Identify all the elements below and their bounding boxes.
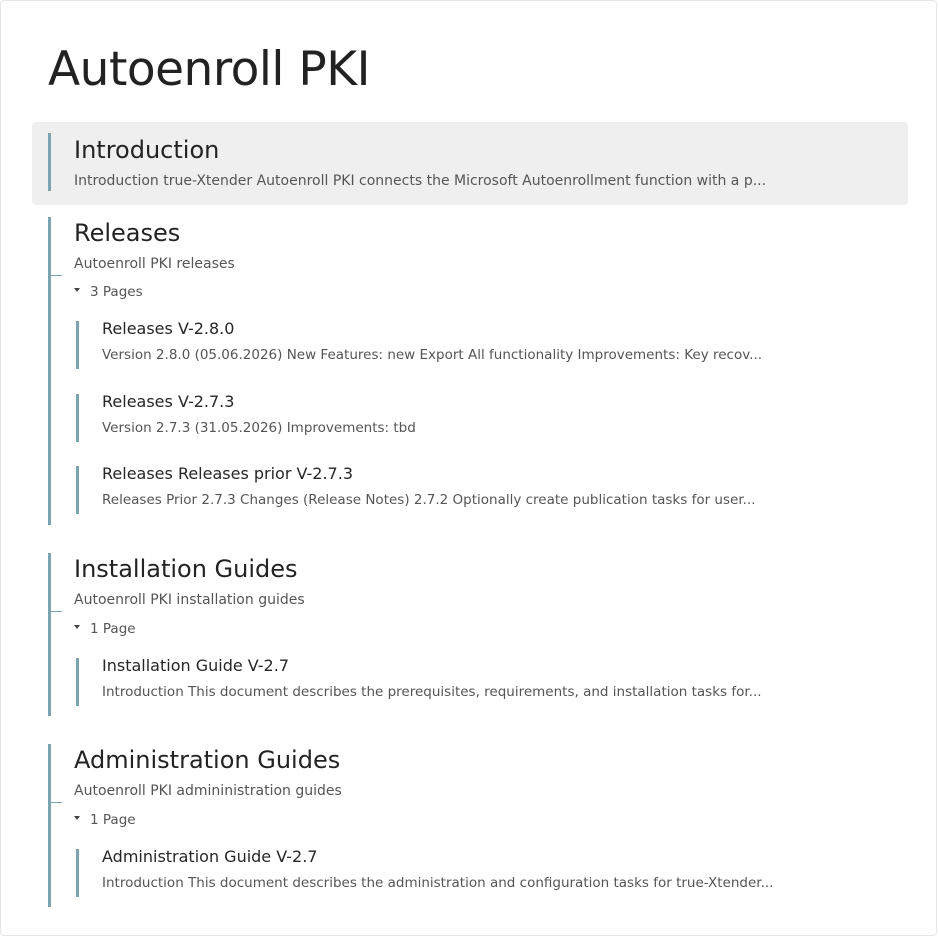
page-entry[interactable] bbox=[76, 392, 836, 440]
pages-toggle[interactable] bbox=[74, 283, 143, 301]
page-accent-bar bbox=[76, 849, 79, 897]
page-excerpt: Version 2.8.0 (05.06.2026) New Features: new Export All functionality Improvements: Key recov... bbox=[102, 347, 763, 363]
page-title[interactable]: Administration Guide V-2.7 bbox=[102, 847, 318, 866]
chapter-accent-bar bbox=[48, 133, 51, 191]
page-accent-bar bbox=[76, 321, 79, 369]
chapter-introduction[interactable] bbox=[32, 122, 908, 205]
page-title[interactable]: Releases V-2.7.3 bbox=[102, 392, 235, 411]
chapter-title[interactable]: Administration Guides bbox=[74, 746, 341, 774]
chapter-installation-guides bbox=[32, 553, 908, 716]
page-title[interactable]: Releases Releases prior V-2.7.3 bbox=[102, 464, 353, 483]
chapter-title[interactable]: Introduction bbox=[74, 136, 220, 164]
chapter-description: Autoenroll PKI installation guides bbox=[74, 592, 305, 608]
chapter-description: Introduction true-Xtender Autoenroll PKI connects the Microsoft Autoenrollment function with a p... bbox=[74, 173, 767, 189]
chapter-title[interactable]: Installation Guides bbox=[74, 555, 298, 583]
book-title: Autoenroll PKI bbox=[48, 42, 370, 97]
page-excerpt: Introduction This document describes the administration and configuration tasks for true-Xtender... bbox=[102, 875, 774, 891]
page-excerpt: Introduction This document describes the prerequisites, requirements, and installation tasks for... bbox=[102, 684, 762, 700]
page-accent-bar bbox=[76, 658, 79, 706]
chapter-accent-bar bbox=[48, 553, 51, 716]
caret-down-icon bbox=[74, 816, 80, 820]
page-title[interactable]: Installation Guide V-2.7 bbox=[102, 656, 289, 675]
pages-count-label: 1 Page bbox=[90, 812, 136, 828]
page-entry[interactable] bbox=[76, 464, 836, 512]
pages-count-label: 1 Page bbox=[90, 621, 136, 637]
pages-count-label: 3 Pages bbox=[90, 284, 143, 300]
chapter-accent-bar bbox=[48, 217, 51, 525]
pages-toggle[interactable] bbox=[74, 811, 136, 829]
chapter-description: Autoenroll PKI admininistration guides bbox=[74, 783, 342, 799]
page-title[interactable]: Releases V-2.8.0 bbox=[102, 319, 235, 338]
chapter-description: Autoenroll PKI releases bbox=[74, 256, 235, 272]
chapter-accent-bar bbox=[48, 744, 51, 907]
page-entry[interactable] bbox=[76, 319, 836, 367]
page-excerpt: Releases Prior 2.7.3 Changes (Release Notes) 2.7.2 Optionally create publication tasks for user... bbox=[102, 492, 756, 508]
page-accent-bar bbox=[76, 394, 79, 442]
chapter-title[interactable]: Releases bbox=[74, 219, 181, 247]
caret-down-icon bbox=[74, 625, 80, 629]
page-entry[interactable] bbox=[76, 847, 836, 895]
page-accent-bar bbox=[76, 466, 79, 514]
page-excerpt: Version 2.7.3 (31.05.2026) Improvements: tbd bbox=[102, 420, 416, 436]
chapter-releases bbox=[32, 217, 908, 525]
pages-toggle[interactable] bbox=[74, 620, 136, 638]
page-entry[interactable] bbox=[76, 656, 836, 704]
caret-down-icon bbox=[74, 288, 80, 292]
chapter-administration-guides bbox=[32, 744, 908, 907]
